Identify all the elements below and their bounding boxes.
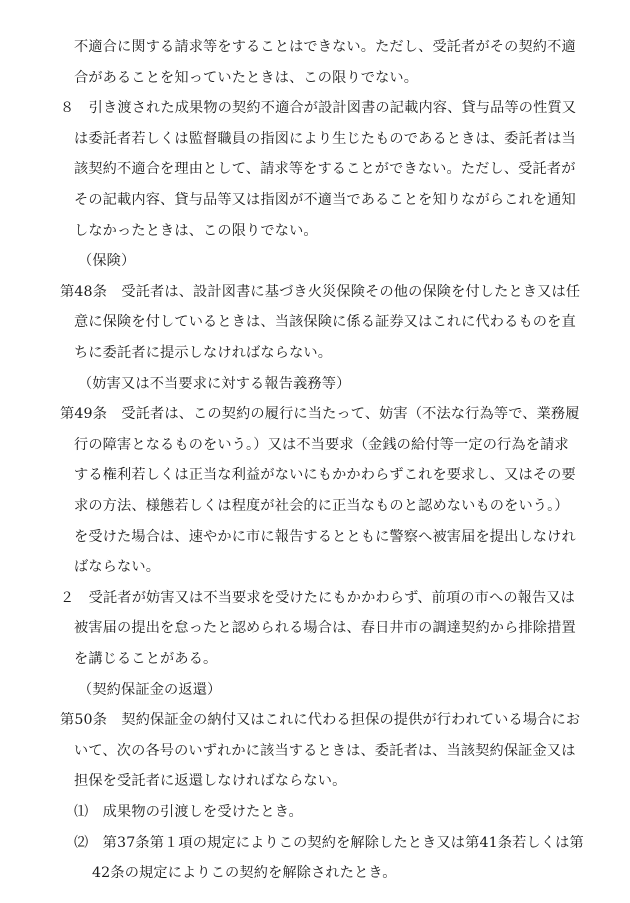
paragraph-8-line-4: その記載内容、貸与品等又は指図が不適当であることを知りながらこれを通知 bbox=[74, 192, 576, 208]
paragraph-8-line-5: しなかったときは、この限りでない。 bbox=[74, 223, 318, 239]
article-48-line-1: 第48条 受託者は、設計図書に基づき火災保険その他の保険を付したとき又は任 bbox=[60, 284, 581, 300]
article-50-line-2: いて、次の各号のいずれかに該当するときは、委託者は、当該契約保証金又は bbox=[74, 743, 576, 759]
article-49-heading: （妨害又は不当要求に対する報告義務等） bbox=[78, 376, 351, 392]
article-50-item-1: ⑴ 成果物の引渡しを受けたとき。 bbox=[74, 804, 303, 820]
article-49-line-3: する権利若しくは正当な利益がないにもかかわらずこれを要求し、又はその要 bbox=[74, 467, 576, 483]
article-49-para-2-line-2: 被害届の提出を怠ったと認められる場合は、春日井市の調達契約から排除措置 bbox=[74, 620, 576, 636]
article-50-line-1: 第50条 契約保証金の納付又はこれに代わる担保の提供が行われている場合にお bbox=[60, 712, 581, 728]
text-line-1: 不適合に関する請求等をすることはできない。ただし、受託者がその契約不適 bbox=[74, 39, 576, 55]
article-49-line-6: ばならない。 bbox=[74, 559, 161, 575]
article-49-para-2-line-3: を講じることがある。 bbox=[74, 651, 218, 667]
paragraph-8-line-1: ８ 引き渡された成果物の契約不適合が設計図書の記載内容、貸与品等の性質又 bbox=[60, 100, 577, 116]
article-49-line-4: 求の方法、様態若しくは程度が社会的に正当なものと認めないものをいう。） bbox=[74, 498, 569, 514]
article-49-line-1: 第49条 受託者は、この契約の履行に当たって、妨害（不法な行為等で、業務履 bbox=[60, 406, 580, 422]
article-49-line-5: を受けた場合は、速やかに市に報告するとともに警察へ被害届を提出しなけれ bbox=[74, 529, 576, 545]
article-50-heading: （契約保証金の返還） bbox=[78, 682, 222, 698]
article-48-line-2: 意に保険を付しているときは、当該保険に係る証券又はこれに代わるものを直 bbox=[74, 314, 576, 330]
article-50-item-2-line-1: ⑵ 第37条第１項の規定によりこの契約を解除したとき又は第41条若しくは第 bbox=[74, 835, 584, 851]
paragraph-8-line-2: は委託者若しくは監督職員の指図により生じたものであるときは、委託者は当 bbox=[74, 131, 576, 147]
article-49-line-2: 行の障害となるものをいう。）又は不当要求（金銭の給付等一定の行為を請求 bbox=[74, 437, 569, 453]
text-line-2: 合があることを知っていたときは、この限りでない。 bbox=[74, 70, 419, 86]
article-50-item-2-line-2: 42条の規定によりこの契約を解除されたとき。 bbox=[92, 865, 397, 881]
article-48-line-3: ちに委託者に提示しなければならない。 bbox=[74, 345, 333, 361]
article-48-heading: （保険） bbox=[78, 253, 136, 269]
article-49-para-2-line-1: ２ 受託者が妨害又は不当要求を受けたにもかかわらず、前項の市への報告又は bbox=[60, 590, 576, 606]
paragraph-8-line-3: 該契約不適合を理由として、請求等をすることができない。ただし、受託者が bbox=[74, 161, 576, 177]
article-50-line-3: 担保を受託者に返還しなければならない。 bbox=[74, 773, 347, 789]
